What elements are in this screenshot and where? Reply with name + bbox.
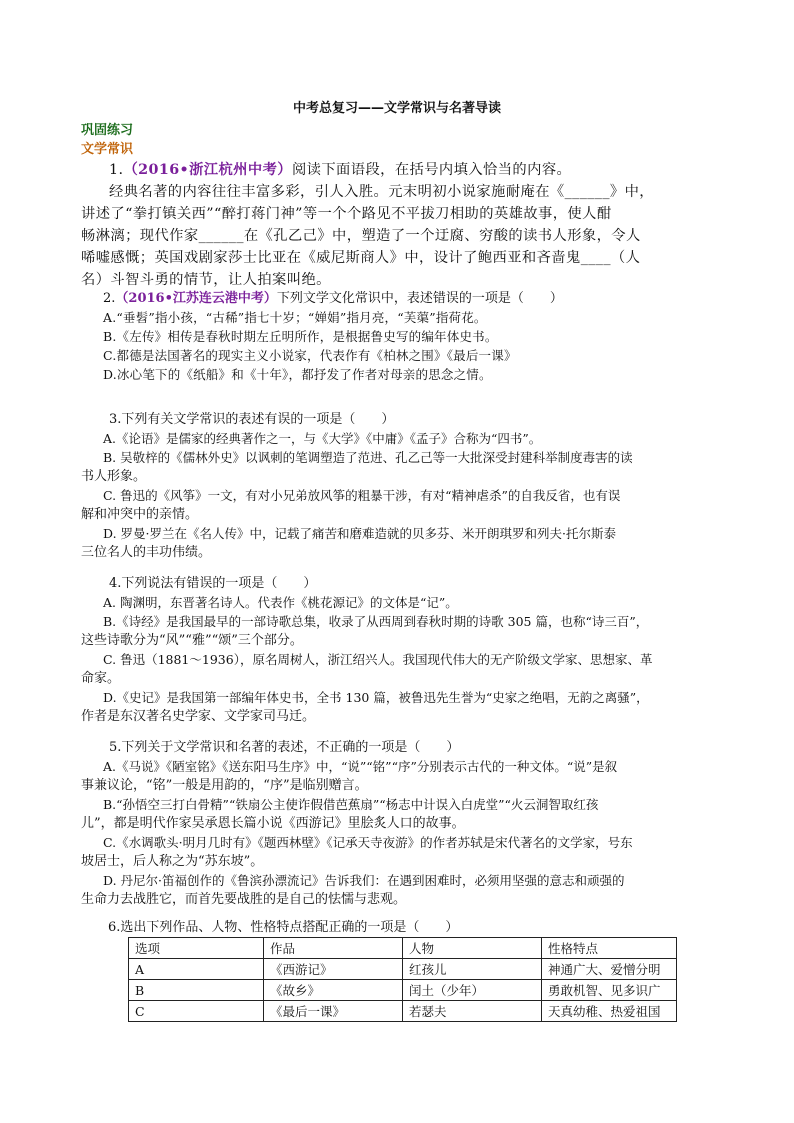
- table-cell: A: [129, 959, 264, 980]
- option-continuation: 命家。: [81, 671, 121, 686]
- table-cell: 若瑟夫: [403, 1001, 542, 1022]
- question-body: [81, 429, 713, 562]
- table-cell: 勇敢机智、见多识广: [542, 980, 677, 1001]
- option-continuation: 儿”，都是明代作家吴承恩长篇小说《西游记》里脍炙人口的故事。: [81, 816, 465, 831]
- passage-line: 唏嘘感慨；英国戏剧家莎士比亚在《威尼斯商人》中，设计了鲍西亚和吝啬鬼____（人: [81, 250, 641, 266]
- question-body: [81, 757, 713, 909]
- question-stem: 3.下列有关文学常识的表述有误的一项是（ ）: [109, 412, 395, 427]
- question-stem: 6.选出下列作品、人物、性格特点搭配正确的一项是（ ）: [108, 920, 459, 935]
- option-line: A. 陶渊明，东晋著名诗人。代表作《桃花源记》的文体是“记”。: [103, 595, 458, 610]
- section-heading: 巩固练习: [81, 123, 134, 138]
- option-line: C. 鲁迅的《风筝》一文，有对小兄弟放风筝的粗暴干涉，有对“精神虐杀”的自我反省，也有误: [103, 488, 621, 503]
- table-cell: B: [129, 980, 264, 1001]
- question-number: 1.: [109, 162, 124, 178]
- question-5: [81, 738, 713, 909]
- option-line: C.《水调歌头·明月几时有》《题西林壁》《记承天寺夜游》的作者苏轼是宋代著名的文学家，号东: [103, 835, 633, 850]
- option-line: B.《诗经》是我国最早的一部诗歌总集，收录了从西周到春秋时期的诗歌 305 篇，也称“诗三百”，: [103, 614, 649, 629]
- answer-table: [128, 937, 677, 1022]
- passage-line: 经典名著的内容往往丰富多彩，引人入胜。元末明初小说家施耐庵在《______》中，: [109, 184, 654, 200]
- table-header-cell: 作品: [264, 938, 403, 959]
- passage-line: 畅淋漓；现代作家______在《孔乙己》中，塑造了一个迂腐、穷酸的读书人形象，令人: [81, 228, 641, 244]
- option-d: D.冰心笔下的《纸船》和《十年》，都抒发了作者对母亲的思念之情。: [103, 367, 492, 382]
- table-row: [129, 980, 677, 1001]
- table-cell: 神通广大、爱憎分明: [542, 959, 677, 980]
- table-header-row: [129, 938, 677, 959]
- question-stem: 5.下列关于文学常识和名著的表述，不正确的一项是（ ）: [109, 740, 460, 755]
- question-body: [81, 593, 713, 726]
- table-row: [129, 1001, 677, 1022]
- option-continuation: 坡居士，后人称之为“苏东坡”。: [81, 854, 264, 869]
- question-1: [81, 159, 713, 291]
- table-cell: 红孩儿: [403, 959, 542, 980]
- question-text: 下列文学文化常识中，表述错误的一项是（ ）: [276, 291, 563, 306]
- option-line: C. 鲁迅（1881～1936），原名周树人，浙江绍兴人。我国现代伟大的无产阶级文学家、思想家、革: [103, 652, 653, 667]
- option-a: A.“垂髫”指小孩，“古稀”指七十岁；“婵娟”指月亮，“芙蕖”指荷花。: [103, 310, 487, 325]
- option-line: A.《论语》是儒家的经典著作之一，与《大学》《中庸》《孟子》合称为“四书”。: [103, 431, 542, 446]
- question-text: 阅读下面语段，在括号内填入恰当的内容。: [291, 162, 572, 178]
- option-line: A.《马说》《陋室铭》《送东阳马生序》中，“说”“铭”“序”分别表示古代的一种文体。“说”是叙: [103, 759, 618, 774]
- page-title: 中考总复习——文学常识与名著导读: [292, 101, 501, 116]
- table-cell: 《西游记》: [264, 959, 403, 980]
- question-4: [81, 574, 713, 726]
- table-header-cell: 选项: [129, 938, 264, 959]
- table-header-cell: 人物: [403, 938, 542, 959]
- table-header-cell: 性格特点: [542, 938, 677, 959]
- question-6: [108, 918, 740, 937]
- option-b: B.《左传》相传是春秋时期左丘明所作，是根据鲁史写的编年体史书。: [103, 329, 498, 344]
- table-cell: 《故乡》: [264, 980, 403, 1001]
- option-continuation: 作者是东汉著名史学家、文学家司马迁。: [81, 709, 316, 724]
- table-cell: 天真幼稚、热爱祖国: [542, 1001, 677, 1022]
- option-continuation: 这些诗歌分为“风”“雅”“颂”三个部分。: [81, 633, 303, 648]
- question-number: 2.: [103, 291, 116, 306]
- option-line: B.“孙悟空三打白骨精”“铁扇公主使诈假借芭蕉扇”“杨志中计误入白虎堂”“火云洞智取红孩: [103, 797, 599, 812]
- question-3: [81, 410, 713, 562]
- option-continuation: 三位名人的丰功伟绩。: [81, 545, 212, 560]
- question-stem: 4.下列说法有错误的一项是（ ）: [109, 576, 317, 591]
- option-continuation: 事兼议论，“铭”一般是用韵的，“序”是临别赠言。: [81, 778, 368, 793]
- option-line: B. 吴敬梓的《儒林外史》以讽刺的笔调塑造了范进、孔乙己等一大批深受封建科举制度毒害的读: [103, 450, 633, 465]
- passage-line: 名）斗智斗勇的情节，让人拍案叫绝。: [81, 272, 331, 288]
- table-cell: 《最后一课》: [264, 1001, 403, 1022]
- table-cell: C: [129, 1001, 264, 1022]
- question-source: （2016•江苏连云港中考）: [115, 291, 277, 306]
- option-line: D. 丹尼尔·笛福创作的《鲁滨孙漂流记》告诉我们：在遇到困难时，必须用坚强的意志和顽强的: [103, 873, 625, 888]
- question-source: （2016•浙江杭州中考）: [123, 162, 292, 178]
- option-continuation: 书人形象。: [81, 469, 147, 484]
- option-line: D.《史记》是我国第一部编年体史书，全书 130 篇，被鲁迅先生誉为“史家之绝唱，无韵之离骚”，: [103, 690, 649, 705]
- option-line: D. 罗曼·罗兰在《名人传》中，记载了痛苦和磨难造就的贝多芬、米开朗琪罗和列夫·托尔斯泰: [103, 526, 616, 541]
- table-row: [129, 959, 677, 980]
- subsection-heading: 文学常识: [81, 142, 134, 157]
- question-2: [81, 289, 713, 384]
- question-stem: [81, 289, 713, 308]
- option-continuation: 生命力去战胜它，而首先要战胜的是自己的怯懦与悲观。: [81, 892, 407, 907]
- table-cell: 闰土（少年）: [403, 980, 542, 1001]
- question-stem: [81, 159, 713, 181]
- passage-line: 讲述了“拳打镇关西”“醉打蒋门神”等一个个路见不平拔刀相助的英雄故事，使人酣: [81, 206, 612, 222]
- option-continuation: 解和冲突中的亲情。: [81, 507, 199, 522]
- option-c: C.都德是法国著名的现实主义小说家，代表作有《柏林之围》《最后一课》: [103, 348, 517, 363]
